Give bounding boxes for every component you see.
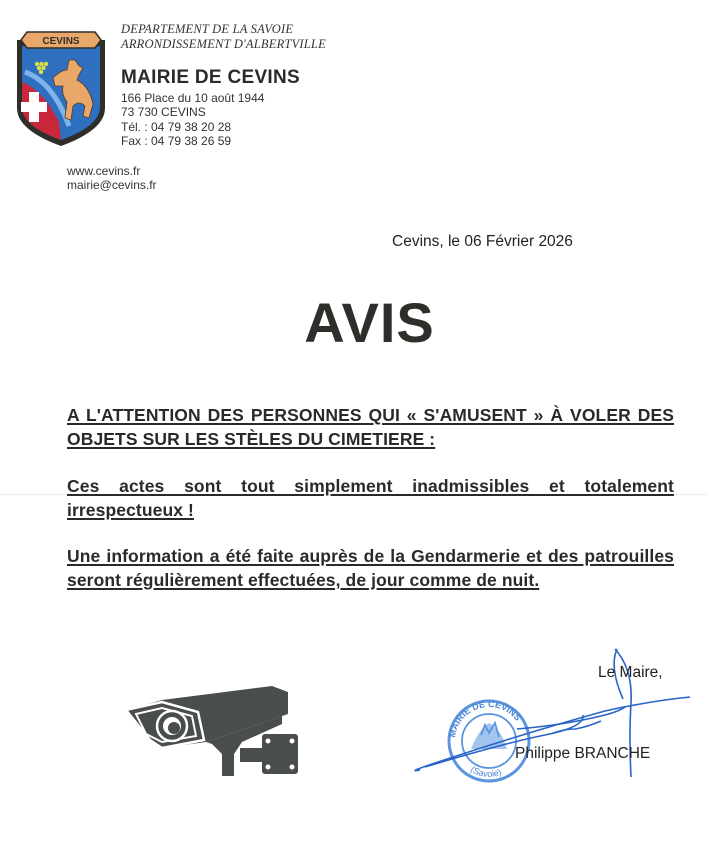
department-line: DEPARTEMENT DE LA SAVOIE bbox=[121, 22, 294, 36]
stamp-top-text: MAIRIE DE CEVINS bbox=[447, 698, 524, 739]
cevins-coat-of-arms-icon bbox=[13, 30, 109, 148]
email-link[interactable]: mairie@cevins.fr bbox=[67, 178, 157, 192]
official-stamp-icon bbox=[447, 699, 529, 781]
fax-number: Fax : 04 79 38 26 59 bbox=[121, 134, 232, 148]
acts-paragraph: Ces actes sont tout simplement inadmissibles et totalement irrespectueux ! bbox=[67, 476, 674, 520]
mayor-name: Philippe BRANCHE bbox=[515, 745, 651, 762]
information-paragraph: Une information a été faite auprès de la Gendarmerie et des patrouilles seront régulièrement effectuées, de jour comme de nuit. bbox=[67, 546, 674, 590]
phone-number: Tél. : 04 79 38 20 28 bbox=[121, 120, 232, 134]
attention-paragraph: A L'ATTENTION DES PERSONNES QUI « S'AMUSENT » À VOLER DES OBJETS SUR LES STÈLES DU CIMETIERE : bbox=[67, 405, 674, 449]
crest-banner-text: CEVINS bbox=[42, 36, 80, 47]
address-street: 166 Place du 10 août 1944 bbox=[121, 91, 265, 105]
surveillance-camera-icon bbox=[122, 684, 302, 778]
address-city: 73 730 CEVINS bbox=[121, 105, 206, 119]
stamp-bottom-text: (Savoie) bbox=[468, 764, 503, 779]
date-line: Cevins, le 06 Février 2026 bbox=[392, 233, 573, 250]
arrondissement-line: ARRONDISSEMENT D'ALBERTVILLE bbox=[121, 37, 326, 51]
notice-title: AVIS bbox=[304, 291, 435, 354]
signature-role: Le Maire, bbox=[598, 664, 663, 681]
website-link[interactable]: www.cevins.fr bbox=[67, 164, 141, 178]
mairie-title: MAIRIE DE CEVINS bbox=[121, 67, 300, 88]
